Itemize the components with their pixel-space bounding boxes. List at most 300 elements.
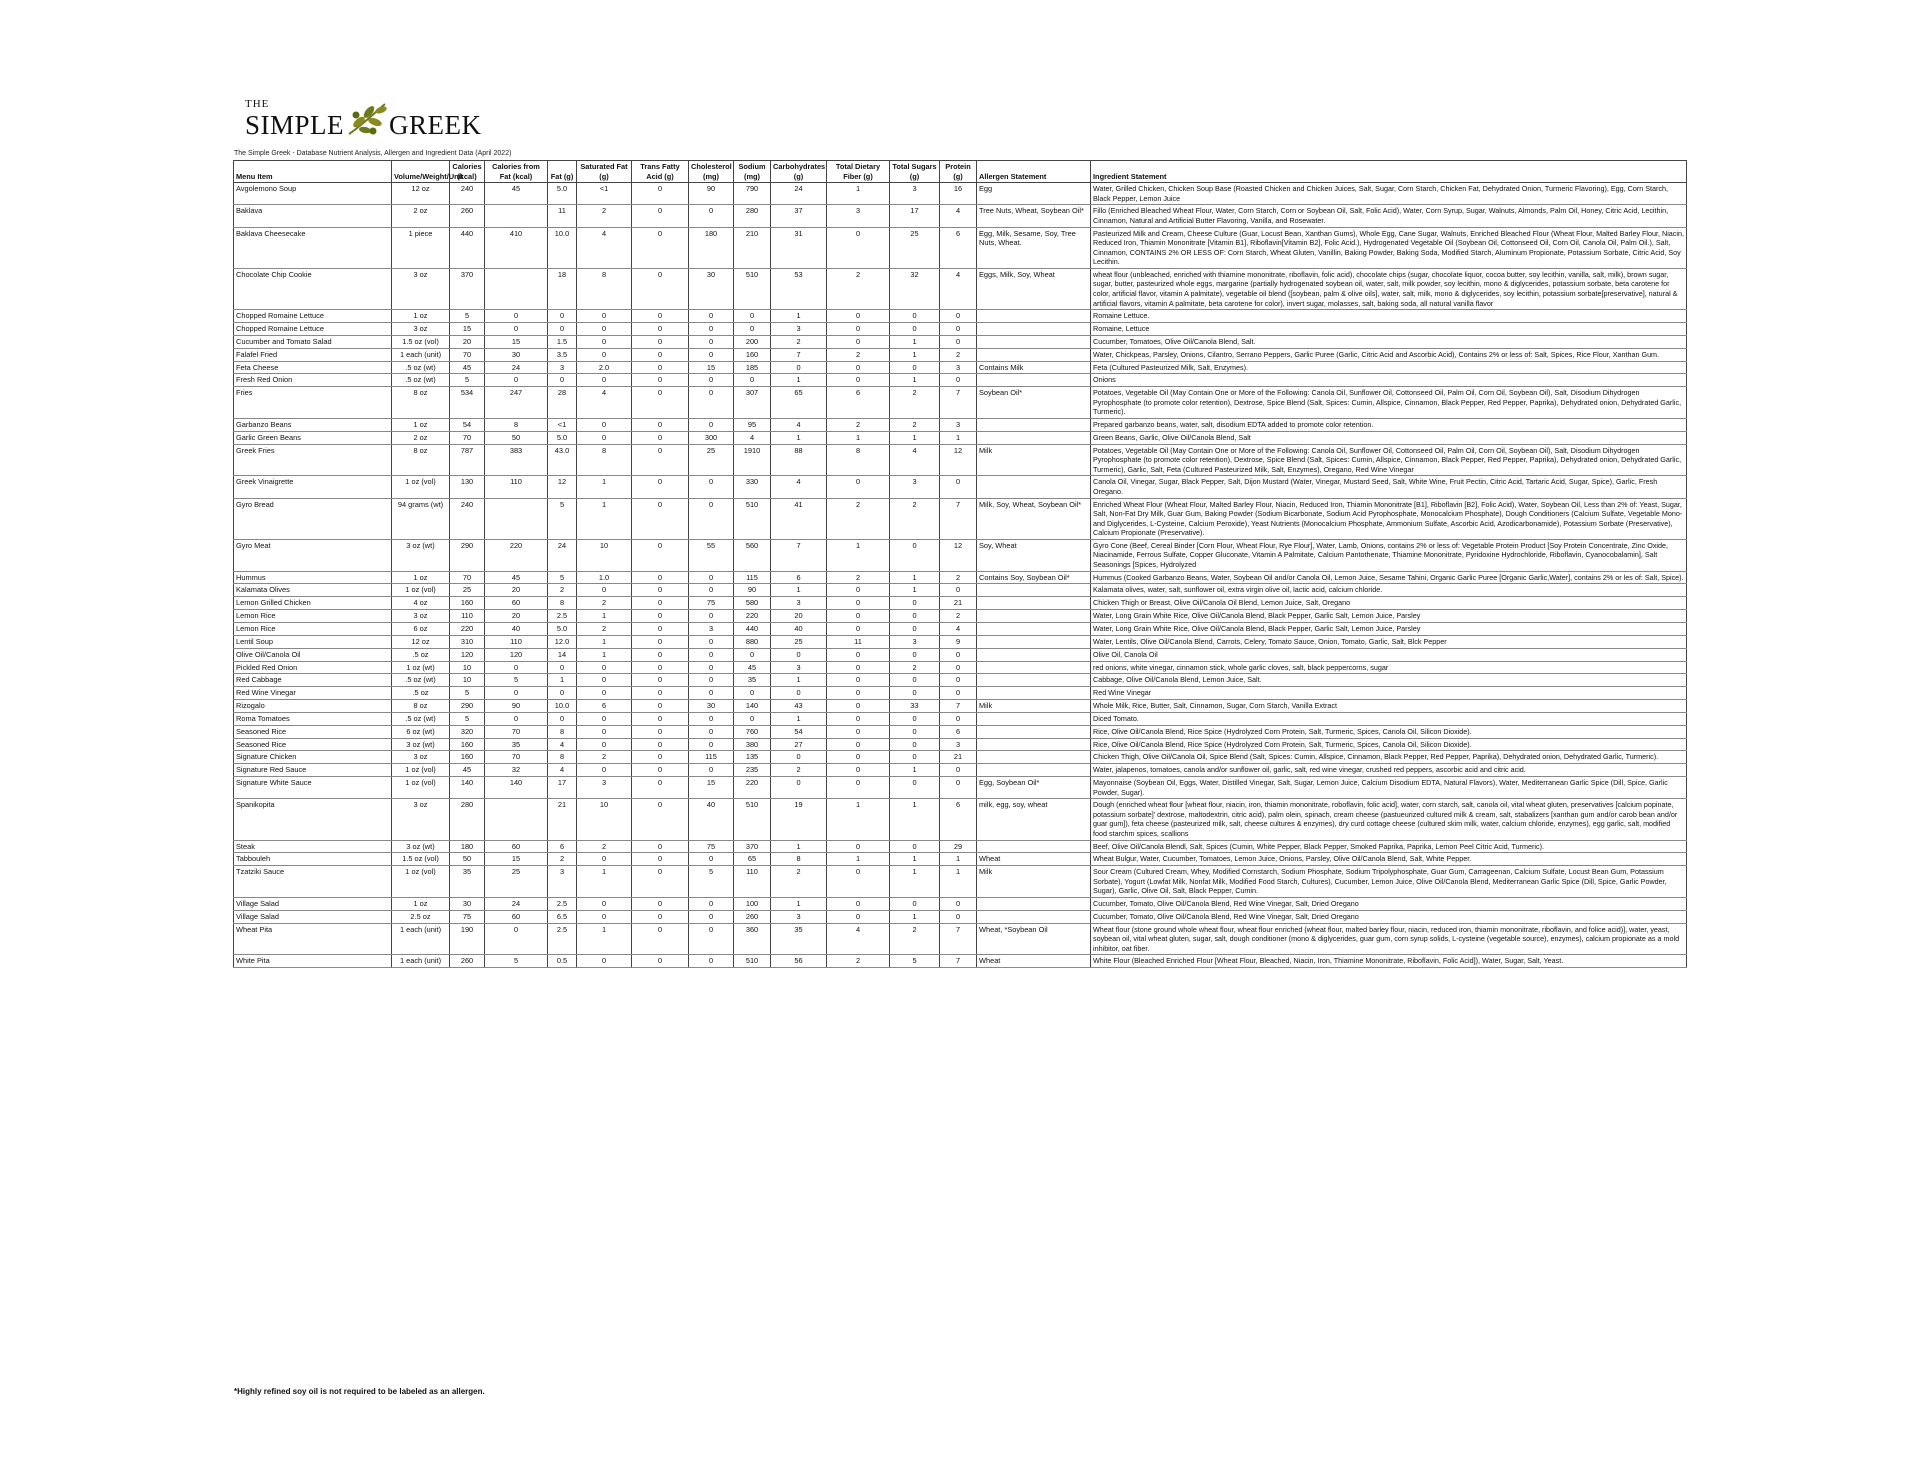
cell-ingredient: Mayonnaise (Soybean Oil, Eggs, Water, Distilled Vinegar, Salt, Sugar, Lemon Juice, Calcium Disodium EDTA, Natural Flavors), Water, Mediterranean Garlic Spice (Dill, Spice, Garlic Powder, Sugar).: [1091, 777, 1687, 799]
cell-saturated-fat: 2.0: [577, 361, 632, 374]
cell-trans-fat: 0: [632, 323, 689, 336]
cell-fiber: 0: [827, 687, 890, 700]
cell-volume: 8 oz: [392, 444, 450, 476]
cell-menu-item: Lemon Rice: [234, 610, 392, 623]
cell-sodium: 760: [734, 725, 771, 738]
cell-sugars: 0: [890, 610, 940, 623]
cell-saturated-fat: 0: [577, 712, 632, 725]
cell-cholesterol: 0: [689, 853, 734, 866]
cell-protein: 0: [940, 910, 977, 923]
cell-menu-item: Gyro Bread: [234, 498, 392, 539]
cell-calories-from-fat: 40: [485, 622, 548, 635]
cell-trans-fat: 0: [632, 597, 689, 610]
cell-fiber: 0: [827, 725, 890, 738]
table-row: [234, 648, 1687, 661]
cell-menu-item: Steak: [234, 840, 392, 853]
cell-cholesterol: 0: [689, 712, 734, 725]
cell-menu-item: Tabbouleh: [234, 853, 392, 866]
cell-allergen: [977, 635, 1091, 648]
cell-allergen: [977, 725, 1091, 738]
cell-protein: 16: [940, 183, 977, 205]
table-row: [234, 799, 1687, 840]
cell-calories: 75: [450, 910, 485, 923]
cell-allergen: [977, 712, 1091, 725]
cell-calories-from-fat: 410: [485, 227, 548, 268]
cell-fiber: 0: [827, 361, 890, 374]
cell-sugars: 1: [890, 866, 940, 898]
cell-ingredient: Water, Chickpeas, Parsley, Onions, Cilantro, Serrano Peppers, Garlic Puree (Garlic, Citric Acid and Ascorbic Acid), Contains 2% or less of: Salt, Spices, Rice Flour, Xanthan Gum.: [1091, 348, 1687, 361]
cell-ingredient: Enriched Wheat Flour (Wheat Flour, Malted Barley Flour, Niacin, Reduced Iron, Thiamin Mononitrate [B1], Riboflavin [B2], Folic Acid), Water, Soybean Oil, Less than 2% of: Yeast, Sugar, Salt, Non-Fat Dry Milk, Guar Gum, Baking Powder (Sodium Bicarbonate, Sodium Acid Pyrophosphate, Monocalcium Phosphate), Dough Conditioners (Calcium Sulfate, Vegetable Mono-and Diglycerides, L-Cysteine, Calcium Peroxide), Yeast Nutrients (Monocalcium Phosphate, Ammonium Sulfate, Ascorbic Acid, Azodicarbonamide), Potassium Sorbate (Preservative), Calcium Propionate (Preservative).: [1091, 498, 1687, 539]
cell-saturated-fat: 0: [577, 764, 632, 777]
cell-ingredient: Cucumber, Tomatoes, Olive Oil/Canola Blend, Salt.: [1091, 335, 1687, 348]
table-row: [234, 923, 1687, 955]
cell-fat: 8: [548, 725, 577, 738]
cell-carbohydrates: 3: [771, 661, 827, 674]
cell-cholesterol: 0: [689, 348, 734, 361]
cell-carbohydrates: 1: [771, 431, 827, 444]
cell-fiber: 0: [827, 323, 890, 336]
cell-protein: 0: [940, 661, 977, 674]
cell-trans-fat: 0: [632, 674, 689, 687]
cell-calories-from-fat: 0: [485, 687, 548, 700]
cell-menu-item: Rizogalo: [234, 700, 392, 713]
cell-carbohydrates: 2: [771, 335, 827, 348]
cell-carbohydrates: 35: [771, 923, 827, 955]
cell-protein: 0: [940, 374, 977, 387]
cell-protein: 6: [940, 227, 977, 268]
cell-ingredient: Romaine, Lettuce: [1091, 323, 1687, 336]
cell-sugars: 0: [890, 687, 940, 700]
cell-fiber: 0: [827, 597, 890, 610]
header-calories-from-fat: Calories from Fat (kcal): [485, 161, 548, 183]
cell-saturated-fat: 8: [577, 444, 632, 476]
cell-protein: 12: [940, 539, 977, 571]
cell-sugars: 1: [890, 374, 940, 387]
cell-trans-fat: 0: [632, 840, 689, 853]
cell-trans-fat: 0: [632, 622, 689, 635]
cell-fat: 10.0: [548, 700, 577, 713]
cell-cholesterol: 5: [689, 866, 734, 898]
cell-menu-item: Greek Fries: [234, 444, 392, 476]
cell-menu-item: Cucumber and Tomato Salad: [234, 335, 392, 348]
cell-saturated-fat: 1.0: [577, 571, 632, 584]
logo-the: THE: [245, 98, 270, 110]
cell-trans-fat: 0: [632, 687, 689, 700]
cell-trans-fat: 0: [632, 498, 689, 539]
cell-allergen: [977, 584, 1091, 597]
cell-fiber: 0: [827, 700, 890, 713]
header-trans-fat: Trans Fatty Acid (g): [632, 161, 689, 183]
cell-allergen: [977, 335, 1091, 348]
cell-carbohydrates: 8: [771, 853, 827, 866]
cell-sodium: 580: [734, 597, 771, 610]
cell-sodium: 100: [734, 898, 771, 911]
cell-volume: 3 oz: [392, 751, 450, 764]
table-row: [234, 597, 1687, 610]
cell-volume: 1 oz: [392, 898, 450, 911]
cell-calories-from-fat: 60: [485, 597, 548, 610]
cell-protein: 6: [940, 725, 977, 738]
cell-sodium: 790: [734, 183, 771, 205]
cell-allergen: [977, 840, 1091, 853]
cell-calories-from-fat: [485, 205, 548, 227]
cell-saturated-fat: 0: [577, 898, 632, 911]
cell-fat: 2: [548, 584, 577, 597]
cell-sugars: 1: [890, 853, 940, 866]
cell-fat: 2.5: [548, 610, 577, 623]
cell-fat: 0: [548, 687, 577, 700]
cell-calories-from-fat: 0: [485, 923, 548, 955]
cell-calories: 5: [450, 712, 485, 725]
cell-saturated-fat: 1: [577, 648, 632, 661]
cell-menu-item: Greek Vinaigrette: [234, 476, 392, 498]
cell-volume: 8 oz: [392, 700, 450, 713]
cell-ingredient: Beef, Olive Oil/Canola Blendl, Salt, Spices (Cumin, White Pepper, Black Pepper, Smoked Paprika, Paprika, Lemon Peel Citric Acid, Turmeric).: [1091, 840, 1687, 853]
cell-calories: 160: [450, 597, 485, 610]
cell-protein: 3: [940, 418, 977, 431]
header-protein: Protein (g): [940, 161, 977, 183]
cell-fiber: 0: [827, 751, 890, 764]
table-row: [234, 183, 1687, 205]
cell-protein: 1: [940, 431, 977, 444]
cell-saturated-fat: 0: [577, 738, 632, 751]
cell-ingredient: red onions, white vinegar, cinnamon stick, whole garlic cloves, salt, black peppercorns, sugar: [1091, 661, 1687, 674]
table-row: [234, 268, 1687, 309]
cell-menu-item: Lemon Rice: [234, 622, 392, 635]
cell-trans-fat: 0: [632, 910, 689, 923]
cell-allergen: [977, 751, 1091, 764]
cell-menu-item: Red Cabbage: [234, 674, 392, 687]
cell-sodium: 90: [734, 584, 771, 597]
cell-protein: 4: [940, 622, 977, 635]
cell-carbohydrates: 3: [771, 910, 827, 923]
cell-sodium: 45: [734, 661, 771, 674]
cell-calories-from-fat: 247: [485, 387, 548, 419]
cell-calories: 440: [450, 227, 485, 268]
cell-saturated-fat: 8: [577, 268, 632, 309]
cell-ingredient: White Flour (Bleached Enriched Flour [Wheat Flour, Bleached, Niacin, Iron, Thiamine Mononitrate, Riboflavin, Folic Acid]), Water, Sugar, Salt, Yeast.: [1091, 955, 1687, 968]
table-row: [234, 348, 1687, 361]
cell-calories-from-fat: 120: [485, 648, 548, 661]
cell-volume: 3 oz: [392, 268, 450, 309]
cell-fiber: 2: [827, 498, 890, 539]
cell-calories: 370: [450, 268, 485, 309]
logo-word-greek: GREEK: [389, 110, 482, 140]
cell-saturated-fat: 2: [577, 205, 632, 227]
cell-calories-from-fat: 45: [485, 183, 548, 205]
cell-fat: 4: [548, 764, 577, 777]
cell-sugars: 1: [890, 335, 940, 348]
cell-calories-from-fat: 20: [485, 584, 548, 597]
cell-protein: 0: [940, 648, 977, 661]
cell-cholesterol: 75: [689, 840, 734, 853]
cell-volume: 3 oz (wt): [392, 539, 450, 571]
cell-trans-fat: 0: [632, 799, 689, 840]
cell-protein: 21: [940, 597, 977, 610]
cell-calories-from-fat: 24: [485, 898, 548, 911]
cell-fat: 2: [548, 853, 577, 866]
cell-carbohydrates: 3: [771, 597, 827, 610]
cell-calories: 10: [450, 661, 485, 674]
cell-cholesterol: 75: [689, 597, 734, 610]
cell-fat: 21: [548, 799, 577, 840]
cell-volume: 1.5 oz (vol): [392, 853, 450, 866]
cell-allergen: [977, 610, 1091, 623]
cell-cholesterol: 25: [689, 444, 734, 476]
cell-sugars: 2: [890, 418, 940, 431]
cell-cholesterol: 0: [689, 323, 734, 336]
cell-ingredient: Gyro Cone (Beef, Cereal Binder [Corn Flour, Wheat Flour, Rye Flour], Water, Lamb, Onions, contains 2% or less of: Vegetable Protein Product [Soy Protein Concentrate, Zinc Oxide, Niacinamide, Ferrous Sulfate, Copper Gluconate, Vitamin A Palmitate, Calcium Pantothenate, Thiamine Mononitrate, Pyridoxine Hydrochloride, Riboflavin, Cyanocobalamin], Salt Seasonings [Spices, Hydrolyzed: [1091, 539, 1687, 571]
cell-calories: 30: [450, 898, 485, 911]
cell-sugars: 3: [890, 183, 940, 205]
cell-cholesterol: 15: [689, 361, 734, 374]
cell-volume: 1 each (unit): [392, 348, 450, 361]
header-menu-item: Menu Item: [234, 161, 392, 183]
cell-volume: 1.5 oz (vol): [392, 335, 450, 348]
cell-trans-fat: 0: [632, 227, 689, 268]
cell-carbohydrates: 0: [771, 777, 827, 799]
cell-sodium: 307: [734, 387, 771, 419]
cell-fat: 5: [548, 498, 577, 539]
cell-calories: 787: [450, 444, 485, 476]
cell-sugars: 0: [890, 539, 940, 571]
cell-sodium: 0: [734, 712, 771, 725]
cell-carbohydrates: 1: [771, 898, 827, 911]
cell-saturated-fat: 1: [577, 610, 632, 623]
cell-carbohydrates: 7: [771, 539, 827, 571]
cell-cholesterol: 0: [689, 335, 734, 348]
cell-sodium: 260: [734, 910, 771, 923]
cell-menu-item: Signature Red Sauce: [234, 764, 392, 777]
cell-protein: 7: [940, 923, 977, 955]
cell-sodium: 370: [734, 840, 771, 853]
cell-protein: 0: [940, 687, 977, 700]
cell-allergen: [977, 898, 1091, 911]
cell-volume: .5 oz: [392, 648, 450, 661]
cell-calories-from-fat: 0: [485, 310, 548, 323]
cell-sodium: 220: [734, 777, 771, 799]
table-row: [234, 751, 1687, 764]
cell-menu-item: Seasoned Rice: [234, 738, 392, 751]
cell-carbohydrates: 1: [771, 840, 827, 853]
cell-sugars: 0: [890, 738, 940, 751]
cell-cholesterol: 0: [689, 661, 734, 674]
cell-fiber: 0: [827, 866, 890, 898]
cell-menu-item: Village Salad: [234, 898, 392, 911]
cell-calories-from-fat: 15: [485, 853, 548, 866]
cell-sodium: 65: [734, 853, 771, 866]
cell-saturated-fat: 2: [577, 751, 632, 764]
cell-protein: 0: [940, 476, 977, 498]
table-row: [234, 476, 1687, 498]
cell-trans-fat: 0: [632, 777, 689, 799]
cell-calories-from-fat: 45: [485, 571, 548, 584]
cell-fat: 2.5: [548, 923, 577, 955]
cell-sugars: 3: [890, 635, 940, 648]
cell-fiber: 0: [827, 764, 890, 777]
cell-sugars: 1: [890, 584, 940, 597]
cell-saturated-fat: 1: [577, 498, 632, 539]
cell-protein: 0: [940, 335, 977, 348]
cell-volume: 94 grams (wt): [392, 498, 450, 539]
cell-ingredient: Onions: [1091, 374, 1687, 387]
cell-volume: 1 oz (wt): [392, 661, 450, 674]
cell-fat: 3.5: [548, 348, 577, 361]
cell-cholesterol: 15: [689, 777, 734, 799]
cell-cholesterol: 0: [689, 310, 734, 323]
cell-sodium: 880: [734, 635, 771, 648]
document-subtitle: The Simple Greek - Database Nutrient Analysis, Allergen and Ingredient Data (April 2022): [234, 150, 512, 157]
cell-calories: 310: [450, 635, 485, 648]
cell-fiber: 11: [827, 635, 890, 648]
cell-menu-item: Falafel Fried: [234, 348, 392, 361]
cell-cholesterol: 0: [689, 584, 734, 597]
cell-trans-fat: 0: [632, 584, 689, 597]
cell-calories-from-fat: 30: [485, 348, 548, 361]
cell-trans-fat: 0: [632, 374, 689, 387]
cell-volume: 6 oz (wt): [392, 725, 450, 738]
cell-saturated-fat: 0: [577, 725, 632, 738]
header-fat: Fat (g): [548, 161, 577, 183]
cell-carbohydrates: 4: [771, 418, 827, 431]
cell-protein: 0: [940, 898, 977, 911]
cell-fiber: 0: [827, 374, 890, 387]
cell-fat: 2.5: [548, 898, 577, 911]
cell-ingredient: Whole Milk, Rice, Butter, Salt, Cinnamon, Sugar, Corn Starch, Vanilla Extract: [1091, 700, 1687, 713]
cell-trans-fat: 0: [632, 610, 689, 623]
cell-fiber: 0: [827, 227, 890, 268]
cell-fat: 3: [548, 866, 577, 898]
cell-fiber: 0: [827, 310, 890, 323]
table-row: [234, 910, 1687, 923]
cell-menu-item: Avgolemono Soup: [234, 183, 392, 205]
cell-calories: 240: [450, 183, 485, 205]
cell-protein: 21: [940, 751, 977, 764]
cell-saturated-fat: 2: [577, 840, 632, 853]
cell-volume: 3 oz: [392, 323, 450, 336]
cell-ingredient: Dough (enriched wheat flour [wheat flour, niacin, iron, thiamin mononitrate, roboflavin, folic acid], water, corn starch, salt, canola oil, vital wheat gluten, preservatives [calcium popinate, potassium sorbate]' dextrose, maltodextrin, citric acid), palm olein, spinach, cream cheese (pastueurized cultured milk & cream, salt, stabalizers [xanthan gum and/or carob bean and/or guar gum]), feta cheese (pasteurized milk, salt, cheese cultures & enzymes), dry curd cottage cheese (cultured skim milk, water, calcium chloride, enzymes), egg garlic, salt, modified food starchm spices, scallions: [1091, 799, 1687, 840]
table-body: [234, 183, 1687, 968]
cell-ingredient: Red Wine Vinegar: [1091, 687, 1687, 700]
cell-saturated-fat: 0: [577, 853, 632, 866]
cell-fiber: 0: [827, 777, 890, 799]
cell-sodium: 510: [734, 498, 771, 539]
cell-fat: 6: [548, 840, 577, 853]
cell-menu-item: Red Wine Vinegar: [234, 687, 392, 700]
cell-saturated-fat: 0: [577, 584, 632, 597]
cell-ingredient: Romaine Lettuce.: [1091, 310, 1687, 323]
cell-ingredient: Potatoes, Vegetable Oil (May Contain One or More of the Following: Canola Oil, Sunflower Oil, Cottonseed Oil, Palm Oil, Corn Oil, Soybean Oil), Salt, Disodium Dihydrogen Pyrophosphate (to promote color retention), Dextrose, Spice Blend (Salt, Spices: Cumin, Allspice, Cinnamon, Black Pepper, Red Pepper, Paprika), Dehydrated onion, Dehydrated Garlic, Turmeric), Garlic, Salt, Feta (Cultured Pasteurized Milk, Salt, Enzymes), Oregano, Red Wine Vinegar: [1091, 444, 1687, 476]
cell-trans-fat: 0: [632, 866, 689, 898]
cell-ingredient: Chicken Thigh, Olive Oil/Canola Oil, Spice Blend (Salt, Spices: Cumin, Allspice, Cinnamon, Black Pepper, Red Pepper, Paprika), Dehydrated onion, Dehydrated Garlic, Turmeric).: [1091, 751, 1687, 764]
cell-allergen: [977, 476, 1091, 498]
cell-ingredient: Prepared garbanzo beans, water, salt, disodium EDTA added to promote color retention.: [1091, 418, 1687, 431]
cell-protein: 2: [940, 571, 977, 584]
cell-calories: 110: [450, 610, 485, 623]
cell-fat: 6.5: [548, 910, 577, 923]
cell-cholesterol: 0: [689, 898, 734, 911]
cell-protein: 29: [940, 840, 977, 853]
cell-calories-from-fat: [485, 498, 548, 539]
cell-protein: 3: [940, 361, 977, 374]
cell-allergen: Wheat: [977, 955, 1091, 968]
cell-saturated-fat: 6: [577, 700, 632, 713]
cell-allergen: Egg, Milk, Sesame, Soy, Tree Nuts, Wheat.: [977, 227, 1091, 268]
cell-sugars: 0: [890, 310, 940, 323]
cell-sodium: 95: [734, 418, 771, 431]
cell-ingredient: Wheat Bulgur, Water, Cucumber, Tomatoes, Lemon Juice, Onions, Parsley, Olive Oil/Canola Blend, Salt, White Pepper.: [1091, 853, 1687, 866]
cell-menu-item: Signature Chicken: [234, 751, 392, 764]
cell-cholesterol: 0: [689, 610, 734, 623]
table-row: [234, 866, 1687, 898]
cell-sodium: 440: [734, 622, 771, 635]
cell-trans-fat: 0: [632, 476, 689, 498]
cell-calories-from-fat: 25: [485, 866, 548, 898]
cell-fat: 1: [548, 674, 577, 687]
cell-cholesterol: 0: [689, 635, 734, 648]
cell-menu-item: Wheat Pita: [234, 923, 392, 955]
table-row: [234, 205, 1687, 227]
header-allergen: Allergen Statement: [977, 161, 1091, 183]
cell-ingredient: Cabbage, Olive Oil/Canola Blend, Lemon Juice, Salt.: [1091, 674, 1687, 687]
cell-allergen: Wheat: [977, 853, 1091, 866]
cell-calories-from-fat: 60: [485, 910, 548, 923]
cell-calories-from-fat: [485, 799, 548, 840]
cell-allergen: Egg: [977, 183, 1091, 205]
cell-sodium: 0: [734, 310, 771, 323]
cell-menu-item: Chopped Romaine Lettuce: [234, 310, 392, 323]
cell-volume: 3 oz: [392, 610, 450, 623]
cell-sodium: 210: [734, 227, 771, 268]
cell-cholesterol: 0: [689, 764, 734, 777]
cell-cholesterol: 115: [689, 751, 734, 764]
table-row: [234, 335, 1687, 348]
cell-allergen: Contains Soy, Soybean Oil*: [977, 571, 1091, 584]
cell-sugars: 0: [890, 777, 940, 799]
cell-ingredient: Canola Oil, Vinegar, Sugar, Black Pepper, Salt, Dijon Mustard (Water, Vinegar, Mustard Seed, Salt, White Wine, Fruit Pectin, Citric Acid, Tartaric Acid, Sugar, Spice), Garlic, Fresh Oregano.: [1091, 476, 1687, 498]
cell-allergen: Egg, Soybean Oil*: [977, 777, 1091, 799]
cell-carbohydrates: 20: [771, 610, 827, 623]
cell-volume: .5 oz (wt): [392, 374, 450, 387]
cell-ingredient: Rice, Olive Oil/Canola Blend, Rice Spice (Hydrolyzed Corn Protein, Salt, Turmeric, Spices, Canola Oil, Silicon Dioxide).: [1091, 738, 1687, 751]
brand-logo: [245, 98, 495, 143]
cell-fat: 12.0: [548, 635, 577, 648]
table-row: [234, 584, 1687, 597]
cell-sugars: 0: [890, 898, 940, 911]
cell-calories: 280: [450, 799, 485, 840]
cell-sugars: 2: [890, 661, 940, 674]
footnote: *Highly refined soy oil is not required to be labeled as an allergen.: [234, 1387, 485, 1396]
cell-volume: 2 oz: [392, 205, 450, 227]
table-header-row: [234, 161, 1687, 183]
cell-menu-item: White Pita: [234, 955, 392, 968]
table-row: [234, 955, 1687, 968]
cell-trans-fat: 0: [632, 310, 689, 323]
cell-carbohydrates: 0: [771, 751, 827, 764]
cell-ingredient: Cucumber, Tomato, Olive Oil/Canola Blend, Red Wine Vinegar, Salt, Dried Oregano: [1091, 910, 1687, 923]
cell-trans-fat: 0: [632, 444, 689, 476]
cell-cholesterol: 180: [689, 227, 734, 268]
cell-fat: 5: [548, 571, 577, 584]
cell-calories-from-fat: 0: [485, 323, 548, 336]
cell-sugars: 1: [890, 764, 940, 777]
cell-sugars: 2: [890, 923, 940, 955]
cell-saturated-fat: 3: [577, 777, 632, 799]
cell-calories: 35: [450, 866, 485, 898]
cell-protein: 0: [940, 310, 977, 323]
cell-trans-fat: 0: [632, 648, 689, 661]
cell-cholesterol: 55: [689, 539, 734, 571]
